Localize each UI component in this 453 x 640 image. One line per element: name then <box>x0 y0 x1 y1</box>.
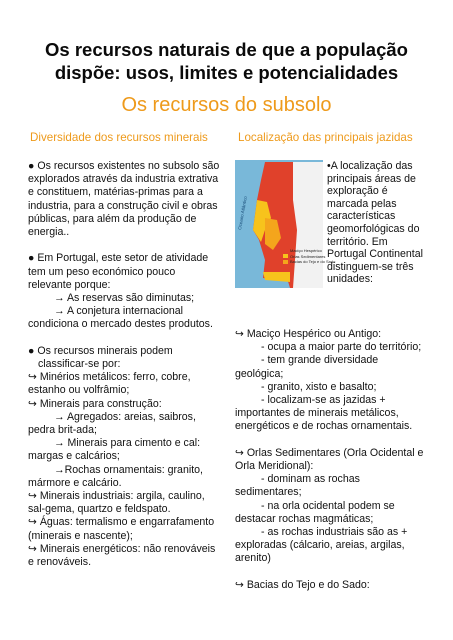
text-line: ● Os recursos minerais podem <box>28 344 173 357</box>
text-line: arenito) <box>235 552 271 565</box>
map-graphic <box>235 160 326 288</box>
text-line: distinguem-se três <box>327 260 414 273</box>
text-line: mármore e calcário. <box>28 476 122 489</box>
legend-label: Maciço Hespérico <box>290 248 322 253</box>
text-line: - localizam-se as jazidas + <box>261 394 386 407</box>
paragraph-classification <box>28 345 224 569</box>
unit-title: ↪ Maciço Hespérico ou Antigo: <box>235 328 382 340</box>
text-line: margas e calcários; <box>28 450 120 463</box>
right-column-heading: Localização das principais jazidas <box>238 131 413 144</box>
portugal-geology-map <box>235 160 336 288</box>
list-item: →Rochas ornamentais: granito, <box>54 463 203 476</box>
text-line: exploração é <box>327 185 388 198</box>
unit-title: ↪ Bacias do Tejo e do Sado: <box>235 578 370 591</box>
unit-macico <box>235 328 435 434</box>
legend-swatch <box>283 249 288 253</box>
text-line: energia.. <box>28 226 70 239</box>
text-line: destacar rochas magmáticas; <box>235 512 374 525</box>
legend-swatch <box>283 260 288 264</box>
left-column <box>28 160 224 569</box>
text-line: públicas, para além da produção de <box>28 212 197 225</box>
text-line: sal-gema, quartzo e feldspato. <box>28 503 171 516</box>
legend-label: Bacias do Tejo e do Sado <box>290 259 336 264</box>
paragraph-portugal <box>28 252 224 331</box>
text-line: industria, para a construção civil e obras <box>28 199 218 212</box>
text-line: estanho ou volfrâmio; <box>28 384 130 397</box>
text-line: principais áreas de <box>327 172 416 185</box>
unit-orlas <box>235 447 435 566</box>
text-line: relevante porque: <box>28 278 111 291</box>
spain-area <box>293 162 323 288</box>
legend-swatch <box>283 254 288 258</box>
sea-label: Oceano Atlântico <box>237 195 248 231</box>
text-line: território. Em <box>327 235 388 248</box>
text-line: geológica; <box>235 367 284 380</box>
text-line: pedra brit-ada; <box>28 424 97 437</box>
section-subtitle: Os recursos do subsolo <box>121 94 332 116</box>
text-line: e renováveis. <box>28 556 92 569</box>
list-item: ↪ Minérios metálicos: ferro, cobre, <box>28 371 191 384</box>
text-line: - granito, xisto e basalto; <box>261 380 377 393</box>
list-item: ↪ Minerais para construção: <box>28 397 162 410</box>
title-line-2: dispõe: usos, limites e potencialidades <box>54 62 399 83</box>
left-column-heading: Diversidade dos recursos minerais <box>30 131 208 144</box>
paragraph-subsolo <box>28 160 224 239</box>
text-line: → As reservas são diminutas; <box>54 292 195 305</box>
unit-title: Orla Meridional): <box>235 460 314 473</box>
list-item: ↪ Águas: termalismo e engarrafamento <box>28 516 215 529</box>
text-line: tem um peso económico pouco <box>28 265 176 278</box>
text-line: características <box>327 210 396 223</box>
text-line: - na orla ocidental podem se <box>261 499 395 512</box>
list-item: → Agregados: areias, saibros, <box>54 410 196 423</box>
text-line: geomorfológicas do <box>327 222 420 235</box>
title-line-1: Os recursos naturais de que a população <box>45 39 408 60</box>
text-line: condiciona o mercado destes produtos. <box>28 318 213 331</box>
text-line: exploradas (cálcario, areias, argilas, <box>235 539 405 552</box>
text-line: e constituem, matérias-primas para a <box>28 186 203 199</box>
unit-bacias <box>235 579 435 592</box>
text-line: marcada pelas <box>327 197 397 210</box>
text-line: - ocupa a maior parte do território; <box>261 341 422 354</box>
text-line: → A conjetura internacional <box>54 305 183 318</box>
text-line: - tem grande diversidade <box>261 354 379 367</box>
text-line: (minerais e nascente); <box>28 529 133 542</box>
list-item: ↪ Minerais industriais: argila, caulino, <box>28 490 205 503</box>
text-line: explorados através da industria extrativa <box>28 173 219 186</box>
geological-units <box>235 328 435 592</box>
text-line: ● Os recursos existentes no subsolo são <box>28 160 220 172</box>
list-item: ↪ Minerais energéticos: não renováveis <box>28 542 216 555</box>
text-line: ● Em Portugal, este setor de atividade <box>28 252 209 265</box>
text-line: energéticos e de rochas ornamentais. <box>235 420 413 433</box>
text-line: - as rochas industriais são as + <box>261 526 408 539</box>
unit-title: ↪ Orlas Sedimentares (Orla Ocidental e <box>235 446 424 459</box>
legend-label: Orlas Sedimentares <box>290 253 326 259</box>
text-line: classificar-se por: <box>38 358 121 371</box>
text-line: unidades: <box>327 273 373 286</box>
text-line: sedimentares; <box>235 486 302 499</box>
text-line: •A localização das <box>327 160 413 172</box>
text-line: - dominam as rochas <box>261 473 360 486</box>
text-line: Portugal Continental <box>327 248 423 261</box>
map-description <box>327 160 437 286</box>
list-item: → Minerais para cimento e cal: <box>54 437 201 450</box>
page-title <box>20 38 433 84</box>
text-line: importantes de minerais metálicos, <box>235 407 399 420</box>
